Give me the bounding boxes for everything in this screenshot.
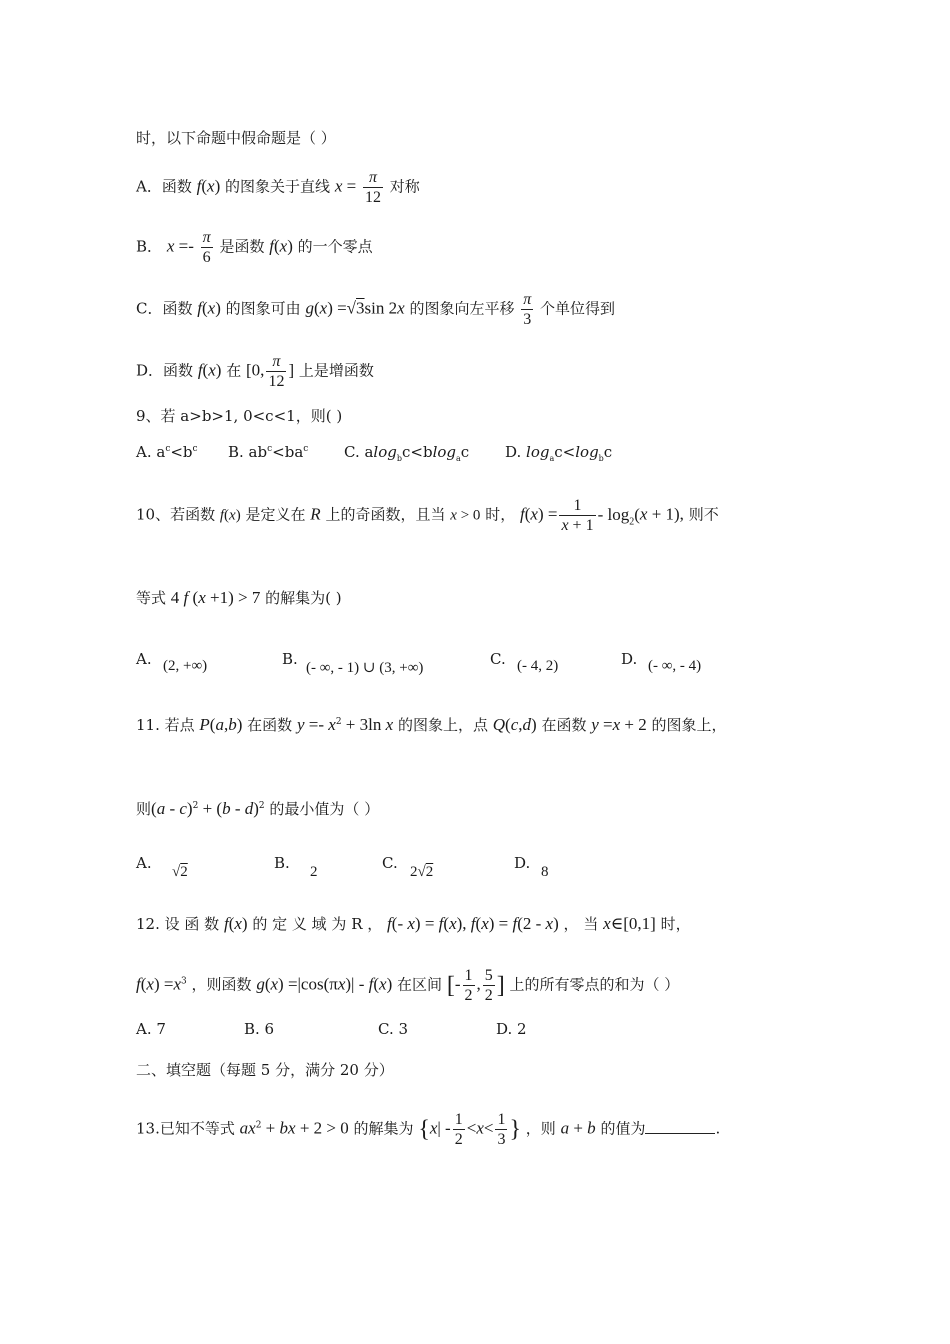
- q10-option-b-value: (- ∞, - 1) ∪ (3, +∞): [306, 660, 424, 676]
- math: [0,: [246, 360, 265, 380]
- math: +: [569, 1118, 588, 1138]
- math: ): [253, 799, 259, 818]
- q10-option-c-value: (- 4, 2): [517, 658, 559, 674]
- text: 对称: [389, 177, 420, 196]
- text: B.: [274, 854, 290, 872]
- q12-option-b: B. 6: [244, 1020, 275, 1038]
- q12-option-d: D. 2: [496, 1020, 527, 1038]
- math: =: [598, 715, 613, 734]
- math: b: [587, 1118, 596, 1138]
- q10-option-a: [136, 650, 152, 668]
- text: 时，: [485, 505, 516, 524]
- math: y: [591, 715, 599, 734]
- text: 的图象向左平移: [409, 299, 515, 318]
- q9-option-d: D. $\log_ac<\log_bc$: [505, 443, 613, 463]
- text: B.: [282, 650, 298, 668]
- fraction: $\frac{1}{2}$: [454, 1111, 463, 1148]
- q10-stem-cont: [136, 588, 342, 608]
- q10-stem: [136, 496, 719, 535]
- math: f: [136, 974, 141, 994]
- q10-option-d: [621, 650, 637, 668]
- math: ): [186, 799, 193, 818]
- math: > 0: [456, 507, 481, 524]
- math: x: [337, 974, 346, 994]
- math: )| -: [345, 974, 369, 994]
- math: f: [223, 914, 229, 933]
- text: ，则: [525, 1119, 556, 1138]
- q13-stem: 13.已知不等式 $ax^2$ + bx + 2 > 0 的解集为 {x| - $\frac{1}{2}$ <x< $\frac{1}{3}$ } ，则 a + b 的值为 .: [136, 1111, 721, 1148]
- q12-option-a: A. 7: [136, 1020, 166, 1038]
- q10-option-a-value: (2, +∞): [163, 658, 208, 674]
- text: ， 当: [563, 915, 599, 933]
- math: (: [228, 914, 235, 933]
- math: f: [466, 914, 476, 933]
- math: x: [207, 176, 215, 196]
- text: 的图象上，: [651, 716, 727, 734]
- math: (: [202, 360, 209, 380]
- math: g: [305, 298, 314, 318]
- math: ]: [288, 360, 295, 380]
- text: C．函数: [136, 299, 193, 318]
- math: - $\log_2$(: [597, 504, 640, 527]
- math: x: [207, 298, 216, 318]
- text: 的值为: [600, 1119, 646, 1138]
- q10-option-d-value: (- ∞, - 4): [648, 658, 702, 674]
- text: 是定义在: [245, 505, 306, 524]
- math: <: [466, 1118, 477, 1138]
- text: 则: [136, 800, 152, 818]
- math: ): [386, 974, 393, 994]
- text: 等式: [136, 589, 167, 607]
- math: x: [173, 974, 181, 994]
- math: b: [222, 799, 231, 818]
- math: ) =: [537, 504, 558, 524]
- fraction: $\frac{1}{2}$: [464, 967, 473, 1004]
- math: (: [188, 588, 199, 607]
- math: + 2: [620, 715, 647, 734]
- math: x: [481, 914, 489, 933]
- math: f: [508, 914, 518, 933]
- math: x: [639, 504, 648, 524]
- math: Q: [492, 715, 506, 734]
- math: f: [269, 236, 274, 256]
- math: b: [228, 715, 237, 734]
- math: ): [553, 914, 559, 933]
- text: D.: [505, 443, 527, 461]
- text: A.: [136, 650, 152, 668]
- math: P: [199, 715, 210, 734]
- text: 在: [226, 361, 242, 380]
- text: 的最小值为（ ）: [269, 800, 380, 818]
- q11-stem: 11. 若点 P(a,b) 在函数 $y =- x^2 + 3\ln$ x 的图象上，点 Q(c,d) 在函数 y =x + 2 的图象上，: [136, 715, 727, 734]
- math: x: [449, 914, 457, 933]
- q11-option-c: [382, 854, 398, 872]
- text: 的图象可由: [225, 299, 301, 318]
- q11-option-c-value: 2√2: [410, 864, 434, 880]
- math: ,: [518, 715, 523, 734]
- math: ): [530, 715, 537, 734]
- math: x: [476, 1118, 484, 1138]
- text: 上的奇函数，且当: [325, 505, 446, 524]
- text: A．函数: [136, 177, 192, 196]
- math: f: [197, 360, 203, 380]
- text: 的 定 义 域 为 R ，: [252, 915, 383, 933]
- math: ,: [223, 715, 229, 734]
- fraction: $\frac{\pi}{12}$: [365, 169, 381, 206]
- fraction: $\frac{\pi}{12}$: [268, 353, 285, 390]
- math: f: [434, 914, 444, 933]
- bracket: ]: [496, 972, 505, 999]
- math: x: [166, 236, 175, 256]
- math: (: [209, 715, 216, 734]
- text: 10、若函数: [136, 505, 216, 524]
- q8-option-c: [136, 290, 615, 329]
- q11-option-d: [514, 854, 530, 872]
- math: <: [483, 1118, 494, 1138]
- math: (2 -: [517, 914, 546, 933]
- math: y: [296, 715, 305, 734]
- bracket: [: [446, 972, 455, 999]
- math: x: [208, 360, 216, 380]
- text: B. ab: [228, 443, 268, 461]
- math: f: [519, 504, 525, 524]
- text: A. a: [136, 443, 166, 461]
- math: =: [342, 176, 357, 196]
- q11-option-b: [274, 854, 290, 872]
- math: ): [287, 236, 293, 256]
- math: ) =|cos(π: [278, 974, 338, 994]
- math: x: [612, 715, 621, 734]
- math: ) =: [414, 914, 435, 933]
- math: (: [140, 974, 147, 994]
- math: ) =: [153, 974, 174, 994]
- math: f: [197, 298, 202, 318]
- q9-option-c: C. alog$_b$c<blog$_a$c: [344, 443, 470, 463]
- text: 在区间: [397, 975, 443, 994]
- text: 12. 设 函 数: [136, 915, 220, 933]
- q8-option-b: [136, 228, 373, 267]
- text: 的图象关于直线: [225, 177, 331, 196]
- text: 11. 若点: [136, 716, 195, 734]
- math: (: [373, 974, 380, 994]
- math: x: [334, 176, 343, 196]
- math: ): [215, 298, 221, 318]
- math: 4: [170, 588, 180, 607]
- math: -: [230, 799, 245, 818]
- math: ): [241, 914, 248, 933]
- q9-stem: 9、若 a>b>1, 0<c<1，则( ): [136, 407, 343, 425]
- math: (: [202, 298, 208, 318]
- math: (: [313, 298, 320, 318]
- math: x: [279, 236, 288, 256]
- math: x: [407, 914, 415, 933]
- math: (: [443, 914, 450, 933]
- math: x: [198, 588, 206, 607]
- math: x: [530, 504, 538, 524]
- math: ): [235, 507, 241, 524]
- math: (: [151, 799, 157, 818]
- text: 13.已知不等式: [136, 1119, 235, 1138]
- math: (: [273, 236, 280, 256]
- answer-blank[interactable]: [645, 1119, 715, 1134]
- q11-option-a: [136, 854, 152, 872]
- math: (: [475, 914, 482, 933]
- math: d: [244, 799, 254, 818]
- math: x: [270, 974, 279, 994]
- math: (: [264, 974, 271, 994]
- text: 是函数: [219, 237, 265, 256]
- math: f: [387, 914, 392, 933]
- math: d: [522, 715, 531, 734]
- math: ): [214, 176, 221, 196]
- math: g: [256, 974, 265, 994]
- q10-option-b: [282, 650, 298, 668]
- brace: {: [418, 1116, 430, 1143]
- fraction: $\frac{1}{3}$: [497, 1111, 506, 1148]
- math: ) =√3sin 2: [327, 298, 398, 318]
- math: x: [385, 715, 394, 734]
- text: 在函数: [247, 716, 293, 734]
- text: 的图象上，点: [397, 716, 488, 734]
- math: c: [510, 715, 519, 734]
- text: D.: [514, 854, 531, 872]
- fraction: $\frac{5}{2}$: [484, 967, 493, 1004]
- q11-option-a-value: √2: [172, 864, 188, 880]
- text: A.: [136, 854, 152, 872]
- math: f: [368, 974, 374, 994]
- text: C. a: [344, 443, 374, 461]
- math: bx: [279, 1118, 296, 1138]
- math: x: [545, 914, 554, 933]
- text: D.: [621, 650, 638, 668]
- math: f: [196, 176, 202, 196]
- math: (: [224, 507, 230, 524]
- math: x: [397, 298, 405, 318]
- q8-option-d: [136, 352, 374, 391]
- math: +: [261, 1118, 280, 1138]
- math: (: [201, 176, 208, 196]
- math: x: [429, 1118, 438, 1138]
- text: 则不: [688, 505, 719, 524]
- text: ，则函数: [191, 975, 252, 994]
- math: x: [146, 974, 154, 994]
- text: 个单位得到: [540, 299, 616, 318]
- math: + 1),: [647, 504, 684, 524]
- math: a: [215, 715, 224, 734]
- q9-option-b: B. $ab^c<ba^c$: [228, 443, 309, 461]
- math: f: [219, 507, 225, 524]
- text: 上的所有零点的和为（ ）: [509, 975, 680, 994]
- q12-stem-cont: $f(x) =x^3$ ，则函数 g(x) =|cos(πx)| - f(x) 在区间 [- $\frac{1}{2}$ , $\frac{5}{2}$ ] 上的所有零点的和为（ ）: [136, 967, 680, 1004]
- math: + 2 > 0: [295, 1118, 349, 1138]
- math: x: [450, 507, 457, 524]
- math: x: [328, 715, 336, 734]
- q8-option-a: [136, 168, 420, 207]
- math: ): [236, 715, 243, 734]
- text: 在函数: [541, 716, 587, 734]
- fraction: $\frac{\pi}{3}$: [523, 291, 532, 328]
- text: C.: [382, 854, 398, 872]
- brace: }: [509, 1116, 521, 1143]
- math: (: [524, 504, 531, 524]
- math: ax: [239, 1118, 256, 1138]
- math: c: [179, 799, 187, 818]
- math: -: [165, 799, 180, 818]
- q10-option-c: [490, 650, 506, 668]
- text: 的解集为: [353, 1119, 414, 1138]
- math: x: [319, 298, 328, 318]
- math: =-: [304, 715, 329, 734]
- math: ),: [456, 914, 467, 933]
- text: B．: [136, 237, 163, 256]
- math: f: [179, 588, 189, 607]
- text: 的一个零点: [297, 237, 373, 256]
- math: =-: [174, 236, 194, 256]
- math: a: [156, 799, 166, 818]
- q9-option-a: A. $a^c<b^c$: [136, 443, 198, 461]
- text: C.: [490, 650, 506, 668]
- math: ∈[0,1]: [610, 914, 656, 933]
- math: ) =: [488, 914, 509, 933]
- math: x: [234, 914, 242, 933]
- math: (-: [391, 914, 408, 933]
- text: 上是增函数: [298, 361, 374, 380]
- text: D．函数: [136, 361, 194, 380]
- q11-option-b-value: 2: [310, 864, 318, 880]
- text: 时，: [660, 915, 691, 933]
- math: + 3ln: [341, 715, 386, 734]
- fraction: $\frac{\pi}{6}$: [202, 229, 211, 266]
- math: + (: [198, 799, 223, 818]
- math: x: [229, 507, 236, 524]
- q11-stem-cont: 则(a - c)$^2$ + (b - d)$^2$ 的最小值为（ ）: [136, 799, 380, 818]
- q12-option-c: C. 3: [378, 1020, 409, 1038]
- q12-stem: [136, 914, 691, 934]
- math: x: [379, 974, 387, 994]
- text: 的解集为( ): [265, 589, 342, 607]
- math: (: [505, 715, 511, 734]
- fraction: $\frac{1}{x + 1}$: [561, 497, 594, 534]
- math: -: [454, 974, 461, 994]
- math: | -: [437, 1118, 451, 1138]
- continuation-line: 时，以下命题中假命题是（ ）: [136, 129, 336, 147]
- section-heading: 二、填空题（每题 5 分，满分 20 分）: [136, 1061, 394, 1079]
- math: ): [215, 360, 222, 380]
- math: x: [603, 914, 611, 933]
- math: a: [560, 1118, 570, 1138]
- math: +1) > 7: [205, 588, 261, 607]
- q11-option-d-value: 8: [541, 864, 549, 880]
- math: ,: [476, 974, 481, 994]
- math: R: [310, 504, 321, 524]
